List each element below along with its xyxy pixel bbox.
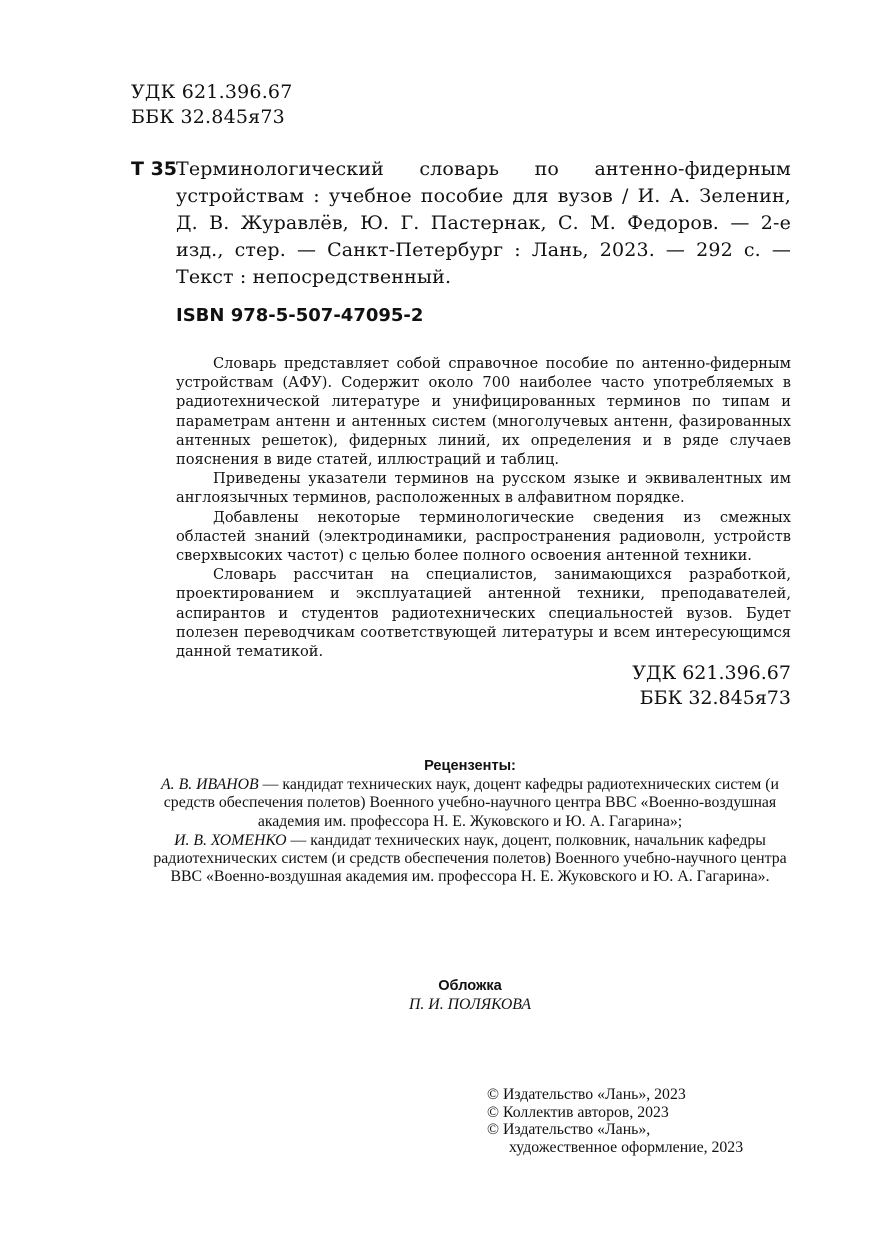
reviewer-entry xyxy=(150,776,790,831)
copyright-line: художественное оформление, 2023 xyxy=(509,1138,744,1156)
author-mark: Т 35 xyxy=(131,158,178,180)
reviewer-name: А. В. ИВАНОВ xyxy=(161,776,259,794)
bbk-code: ББК 32.845я73 xyxy=(131,106,285,128)
classification-header xyxy=(131,80,293,130)
bibliographic-entry xyxy=(131,156,791,291)
abstract-paragraph: Приведены указатели терминов на русском языке и эквивалентных им англоязычных терминов, расположенных в алфавитном порядке. xyxy=(176,470,791,507)
copyright-line: © Коллектив авторов, 2023 xyxy=(487,1103,669,1121)
abstract-paragraph: Добавлены некоторые терминологические сведения из смежных областей знаний (электродинамики, распространения радиоволн, устройств сверхвысоких частот) с целью более полного освоения антенной техники. xyxy=(176,508,791,565)
copyright-block xyxy=(487,1086,743,1156)
cover-heading: Обложка xyxy=(438,978,502,994)
isbn: ISBN 978-5-507-47095-2 xyxy=(176,305,424,326)
reviewer-name: И. В. ХОМЕНКО xyxy=(174,831,287,849)
copyright-line: © Издательство «Лань», 2023 xyxy=(487,1086,686,1103)
classification-footer xyxy=(632,661,791,711)
udk-code: УДК 621.396.67 xyxy=(131,81,293,103)
abstract xyxy=(176,354,791,661)
udk-code: УДК 621.396.67 xyxy=(632,662,791,684)
cover-credit xyxy=(250,977,690,1014)
reviewer-entry xyxy=(150,832,790,887)
reviewer-details: — кандидат технических наук, доцент, полковник, начальник кафедры радиотехнических систем (и средств обеспечения полетов) Военного учебно-научного центра ВВС «Военно-воздушная академия им. профессора Н. Е. Жуковского и Ю. А. Гагарина». xyxy=(153,831,787,886)
abstract-paragraph: Словарь представляет собой справочное пособие по антенно-фидерным устройствам (АФУ). Содержит около 700 наиболее часто употребляемых в радиотехнической литературе и унифицированных терминов по типам и параметрам антенн и антенных систем (многолучевых антенн, фазированных антенных решеток), фидерных линий, их определения и в ряде случаев пояснения в виде статей, иллюстраций и таблиц. xyxy=(176,355,791,469)
copyright-line: © Издательство «Лань», xyxy=(487,1121,651,1138)
cover-designer: П. И. ПОЛЯКОВА xyxy=(409,995,531,1013)
reviewer-details: — кандидат технических наук, доцент кафедры радиотехнических систем (и средств обеспечения полетов) Военного учебно-научного центра ВВС «Военно-воздушная академия им. профессора Н. Е. Жуковского и Ю. А. Гагарина»; xyxy=(163,776,779,830)
reviewers-heading: Рецензенты: xyxy=(424,758,516,774)
bbk-code: ББК 32.845я73 xyxy=(639,687,791,709)
abstract-paragraph: Словарь рассчитан на специалистов, занимающихся разработкой, проектированием и эксплуатацией антенной техники, преподавателей, аспирантов и студентов радиотехнических специальностей вузов. Будет полезен переводчикам соответствующей литературы и всем интересующимся данной тематикой. xyxy=(176,566,791,661)
reviewers-section xyxy=(150,757,790,886)
bibliographic-description: Терминологический словарь по антенно-фидерным устройствам : учебное пособие для вузов / И. А. Зеленин, Д. В. Журавлёв, Ю. Г. Пастернак, С. М. Федоров. — 2-е изд., стер. — Санкт-Петербург : Лань, 2023. — 292 с. — Текст : непосредственный. xyxy=(176,158,791,288)
